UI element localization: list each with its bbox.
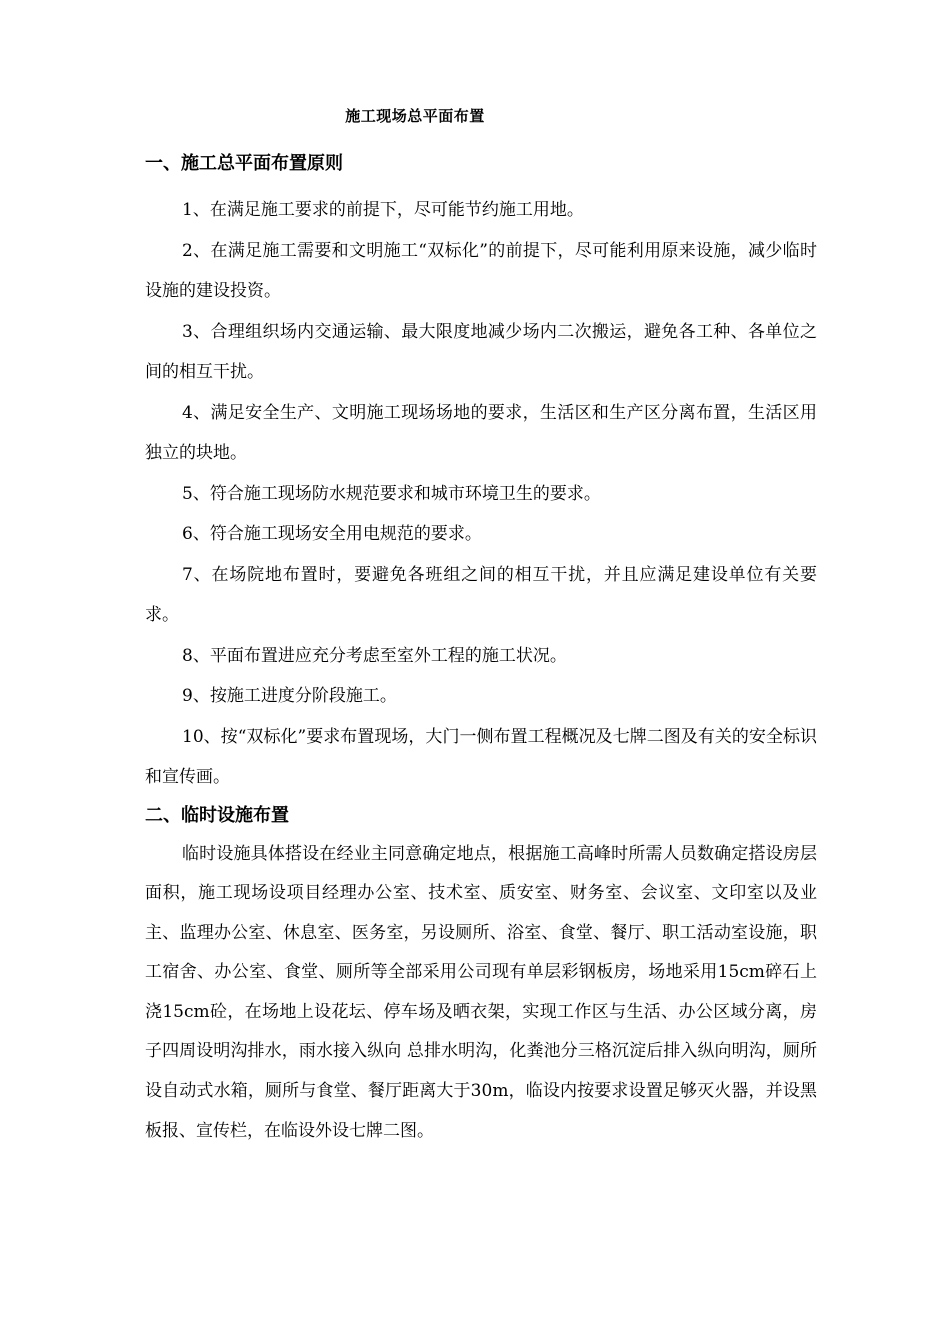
temporary-facilities-paragraph: 临时设施具体搭设在经业主同意确定地点，根据施工高峰时所需人员数确定搭设房层面积，施工现场设项目经理办公室、技术室、质安室、财务室、会议室、文印室以及业主、监理办公室、休息室、医务室，另设厕所、浴室、食堂、餐厅、职工活动室设施，职工宿舍、办公室、食堂、厕所等全部采用公司现有单层彩钢板房，场地采用15cm碎石上浇15cm砼，在场地上设花坛、停车场及晒衣架，实现工作区与生活、办公区域分离，房子四周设明沟排水，雨水接入纵向 总排水明沟，化粪池分三格沉淀后排入纵向明沟，厕所设自动式水箱，厕所与食堂、餐厅距离大于30m，临设内按要求设置足够灭火器，并设黑板报、宣传栏，在临设外设七牌二图。 — [145, 843, 817, 1141]
principle-item-10: 10、按“双标化”要求布置现场，大门一侧布置工程概况及七牌二图及有关的安全标识和宣传画。 — [145, 726, 817, 787]
principle-item-4: 4、满足安全生产、文明施工现场场地的要求，生活区和生产区分离布置，生活区用独立的块地。 — [145, 402, 817, 463]
document-title: 施工现场总平面布置 — [345, 107, 485, 125]
section-2-heading: 二、临时设施布置 — [145, 804, 289, 826]
principle-item-7: 7、在场院地布置时，要避免各班组之间的相互干扰，并且应满足建设单位有关要求。 — [145, 564, 817, 625]
section-1-heading: 一、施工总平面布置原则 — [145, 153, 343, 174]
document-body — [145, 150, 817, 1151]
principle-item-9: 9、按施工进度分阶段施工。 — [182, 686, 397, 706]
principle-item-5: 5、符合施工现场防水规范要求和城市环境卫生的要求。 — [182, 483, 601, 504]
principle-item-8: 8、平面布置进应充分考虑至室外工程的施工状况。 — [182, 645, 567, 666]
principle-item-6: 6、符合施工现场安全用电规范的要求。 — [182, 524, 482, 544]
principle-item-3: 3、合理组织场内交通运输、最大限度地减少场内二次搬运，避免各工种、各单位之间的相互干扰。 — [145, 321, 817, 382]
principle-item-1: 1、在满足施工要求的前提下，尽可能节约施工用地。 — [182, 200, 584, 220]
principle-item-2: 2、在满足施工需要和文明施工“双标化”的前提下，尽可能利用原来设施，减少临时设施的建设投资。 — [145, 240, 817, 301]
